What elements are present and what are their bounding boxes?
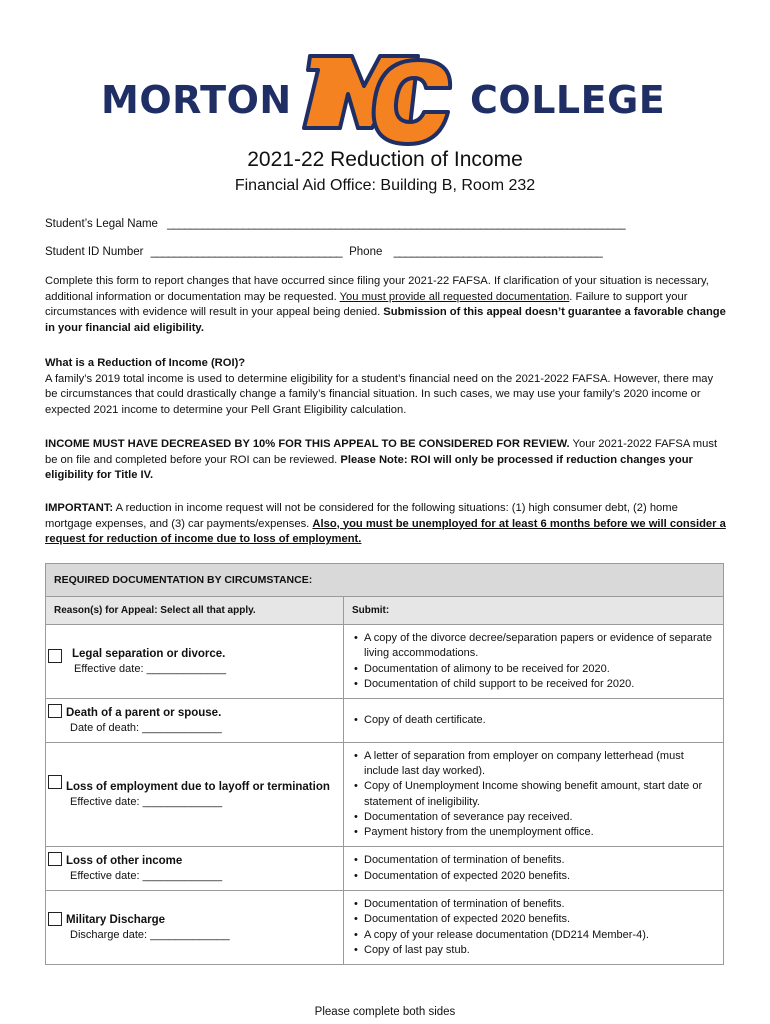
list-item: • Documentation of termination of benefits. bbox=[364, 853, 717, 868]
intro-underline-text: You must provide all requested documentation bbox=[339, 290, 570, 303]
military-discharge-checkbox[interactable] bbox=[48, 912, 62, 926]
reason-title: Loss of employment due to layoff or termination bbox=[66, 780, 330, 793]
reason-cell bbox=[46, 625, 344, 699]
reason-title: Loss of other income bbox=[66, 854, 183, 867]
submit-cell bbox=[344, 699, 724, 743]
reason-title: Military Discharge bbox=[66, 913, 166, 926]
reason-date-field[interactable]: Effective date: _____________ bbox=[74, 662, 227, 675]
income-notice bbox=[45, 437, 727, 484]
reason-date-field[interactable]: Effective date: _____________ bbox=[70, 795, 223, 808]
legal-name-field[interactable]: _______________________________________________________________________________ bbox=[167, 218, 626, 230]
reason-date-field[interactable]: Date of death: _____________ bbox=[70, 721, 222, 734]
list-item: • A copy of the divorce decree/separation papers or evidence of separate living accommodations. bbox=[364, 631, 717, 661]
student-id-label: Student ID Number bbox=[45, 246, 144, 258]
other-income-loss-checkbox[interactable] bbox=[48, 852, 62, 866]
reason-date-field[interactable]: Discharge date: _____________ bbox=[70, 928, 230, 941]
student-id-row bbox=[45, 246, 602, 258]
list-item: • A copy of your release documentation (DD214 Member-4). bbox=[364, 928, 717, 943]
table-column-header-row bbox=[46, 597, 724, 625]
roi-section bbox=[45, 356, 727, 418]
list-item: • Copy of Unemployment Income showing benefit amount, start date or statement of ineligibility. bbox=[364, 779, 717, 809]
reason-date-field[interactable]: Effective date: _____________ bbox=[70, 869, 223, 882]
list-item: • Documentation of alimony to be received for 2020. bbox=[364, 662, 717, 677]
list-item: • Payment history from the unemployment office. bbox=[364, 825, 717, 840]
submit-cell bbox=[344, 743, 724, 847]
phone-field[interactable]: ____________________________________ bbox=[393, 246, 603, 258]
table-row bbox=[46, 699, 724, 743]
table-row bbox=[46, 847, 724, 891]
list-item: • Documentation of severance pay received. bbox=[364, 810, 717, 825]
intro-bold-text: Submission of this appeal doesn’t guarantee a favorable change in your financial aid eligibility. bbox=[45, 306, 726, 334]
list-item: • Documentation of expected 2020 benefits. bbox=[364, 869, 717, 884]
intro-paragraph bbox=[45, 274, 727, 336]
important-text: A reduction in income request will not be considered for the following situations: (1) high consumer debt, (2) home mortgage expenses, and (3) car payments/expenses. bbox=[45, 502, 678, 530]
income-notice-bold: INCOME MUST HAVE DECREASED BY 10% FOR THIS APPEAL TO BE CONSIDERED FOR REVIEW. bbox=[45, 438, 570, 450]
logo-morton-word: MORTON bbox=[101, 78, 292, 122]
submit-cell bbox=[344, 847, 724, 891]
income-notice-note: Please Note: ROI will only be processed if reduction changes your eligibility for Title IV. bbox=[45, 453, 693, 481]
important-bold-underline: Also, you must be unemployed for at least 6 months before we will consider a request for reduction of income due to loss of employment. bbox=[45, 517, 726, 545]
employment-loss-checkbox[interactable] bbox=[48, 775, 62, 789]
list-item: • Copy of death certificate. bbox=[364, 713, 717, 728]
column-header-reason: Reason(s) for Appeal: Select all that apply. bbox=[46, 597, 344, 625]
roi-heading: What is a Reduction of Income (ROI)? bbox=[45, 357, 246, 369]
intro-text: Complete this form to report changes that have occurred since filing your 2021-22 FAFSA. If clarification of your situation is necessary, additional information or documentation may be requested. bbox=[45, 275, 709, 303]
reason-cell bbox=[46, 847, 344, 891]
death-checkbox[interactable] bbox=[48, 704, 62, 718]
reason-cell bbox=[46, 743, 344, 847]
divorce-checkbox[interactable] bbox=[48, 649, 62, 663]
list-item: • A letter of separation from employer on company letterhead (must include last day worked). bbox=[364, 749, 717, 779]
list-item: • Copy of last pay stub. bbox=[364, 943, 717, 958]
list-item: • Documentation of termination of benefits. bbox=[364, 897, 717, 912]
list-item: • Documentation of child support to be received for 2020. bbox=[364, 677, 717, 692]
table-row bbox=[46, 743, 724, 847]
reason-title: Death of a parent or spouse. bbox=[66, 706, 222, 719]
important-label: IMPORTANT: bbox=[45, 502, 114, 514]
page-subtitle: Financial Aid Office: Building B, Room 232 bbox=[234, 177, 536, 194]
list-item: • Documentation of expected 2020 benefits. bbox=[364, 912, 717, 927]
page-title: 2021-22 Reduction of Income bbox=[247, 148, 523, 171]
documentation-table bbox=[45, 563, 724, 965]
roi-text: A family’s 2019 total income is used to determine eligibility for a student’s financial need on the 2021-2022 FAFSA. However, there may be circumstances that could drastically change a family’s financial situation. In such cases, we may use your family’s 2020 income or expected 2021 income to determine your Pell Grant Eligibility calculation. bbox=[45, 372, 714, 416]
important-notice bbox=[45, 501, 727, 548]
table-header: REQUIRED DOCUMENTATION BY CIRCUMSTANCE: bbox=[46, 564, 724, 597]
reason-title: Legal separation or divorce. bbox=[72, 647, 226, 660]
table-row bbox=[46, 891, 724, 965]
income-notice-text: Your 2021-2022 FAFSA must be on file and completed before your ROI can be reviewed. bbox=[45, 438, 718, 466]
reason-cell bbox=[46, 891, 344, 965]
legal-name-label: Student’s Legal Name bbox=[45, 218, 158, 230]
table-row bbox=[46, 625, 724, 699]
reason-cell bbox=[46, 699, 344, 743]
intro-text-2: . Failure to support your circumstances with evidence will result in your appeal being denied. bbox=[45, 290, 688, 318]
submit-cell bbox=[344, 625, 724, 699]
student-id-field[interactable]: _________________________________ bbox=[150, 246, 342, 258]
column-header-submit: Submit: bbox=[344, 597, 724, 625]
submit-cell bbox=[344, 891, 724, 965]
legal-name-row bbox=[45, 218, 625, 230]
table-header-row bbox=[46, 564, 724, 597]
phone-label: Phone bbox=[349, 246, 383, 258]
mc-logo-icon bbox=[300, 48, 462, 148]
logo-college-word: COLLEGE bbox=[470, 78, 666, 122]
page-footer: Please complete both sides bbox=[314, 1006, 456, 1018]
